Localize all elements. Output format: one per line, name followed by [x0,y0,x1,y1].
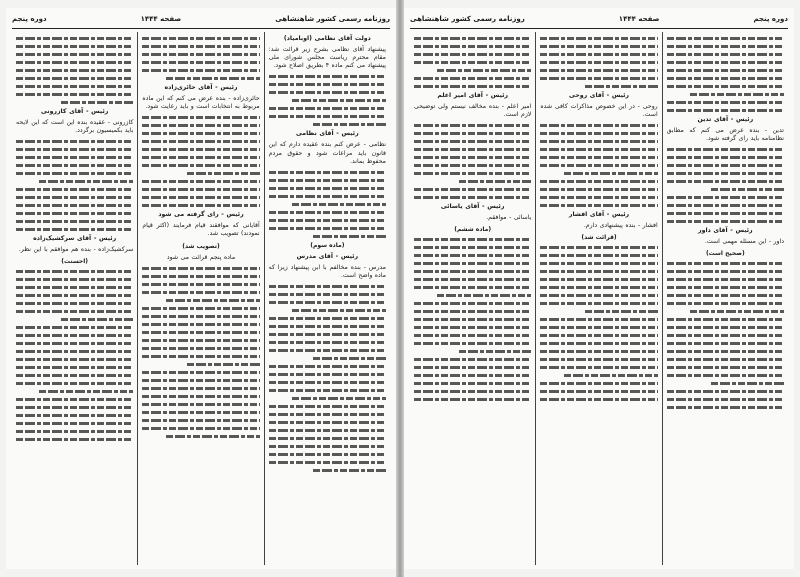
heading: رئیس - آقای مدرس [296,252,359,260]
heading: رئیس - رای گرفته می شود [158,211,244,219]
paragraph: افشار - بنده پیشنهادی دارم. [583,222,658,230]
left-page-header [12,12,390,29]
paragraph: پیشنهاد آقای نظامی بشرح زیر قرائت شد: مقام محترم ریاست مجلس شورای ملی پیشنهاد می کنم ماده ۴ بطریق اصلاح شود. [268,46,386,70]
text-lines [142,37,259,80]
heading: رئیس - آقای نظامی [296,130,359,138]
right-header-right: دوره پنجم [753,15,788,23]
paragraph: تدین - بنده عرض می کنم که مطابق نظامنامه باید رای گرفته شود. [666,127,784,143]
heading: دولت آقای نظامی (اوبامیاد) [283,35,371,42]
heading: رئیس - آقای افشار [568,211,630,219]
paragraph: حائری‌زاده - بنده عرض می کنم که این ماده مربوط به انتخابات است و باید رعایت شود. [142,95,260,111]
right-page-header [410,12,788,29]
left-column-1 [264,32,390,565]
left-header-right: روزنامه رسمی کشور شاهنشاهی [275,15,390,23]
left-header-left: دوره پنجم [12,15,47,23]
paragraph: کازرونی - عقیده بنده این است که این لایحه باید بکمیسیون برگردد. [16,119,134,135]
paragraph: روحی - در این خصوص مذاکرات کافی شده است. [540,103,658,119]
paragraph: ماده پنجم قرائت می شود [166,253,236,261]
paragraph: امیر اعلم - بنده مخالف نیستم ولی توضیحی لازم است. [414,103,532,119]
text-lines [16,270,133,441]
right-column-1 [662,32,788,565]
text-lines [269,285,386,472]
paragraph: آقایانی که موافقند قیام فرمایند (اکثر قیام نمودند) تصویب شد. [142,222,260,238]
text-lines [16,37,133,104]
text-lines [667,37,784,112]
heading: رئیس - آقای سرکشیک‌زاده [33,235,117,243]
text-lines [16,140,133,231]
note: (ماده ششم) [454,226,492,234]
text-lines [142,116,259,207]
paragraph: داور - این مسئله مهمی است. [704,238,784,246]
note: (تصویب شد) [182,242,220,250]
note: (ماده سوم) [310,241,345,249]
heading: رئیس - آقای داور [698,227,753,235]
text-lines [414,37,531,88]
text-lines [414,124,531,199]
text-lines [142,267,259,438]
heading: رئیس - آقای حائری‌زاده [164,84,238,91]
left-page-columns [12,32,390,565]
text-lines [667,262,784,409]
left-column-2 [137,32,263,565]
heading: رئیس - آقای روحی [569,92,629,99]
left-page [6,8,396,569]
text-lines [667,148,784,223]
heading: رئیس - آقای یاسائی [440,203,505,211]
book-gutter [396,0,404,577]
left-column-3 [12,32,137,565]
right-column-2 [535,32,661,565]
left-header-center: صفحه ۱۴۴۴ [140,15,182,23]
paragraph: مدرس - بنده مخالفم با این پیشنهاد زیرا که ماده واضح است. [268,263,386,279]
paragraph: سرکشیک‌زاده - بنده هم موافقم با این نظر. [18,246,134,254]
heading: رئیس - آقای تدین [697,116,754,123]
note: (صحیح است) [705,250,745,258]
right-page [404,8,794,569]
right-header-center: صفحه ۱۴۴۴ [618,15,660,23]
heading: رئیس - آقای کازرونی [41,108,109,115]
right-header-left: روزنامه رسمی کشور شاهنشاهی [410,15,525,23]
heading: رئیس - آقای امیر اعلم [437,92,508,99]
text-lines [540,37,657,88]
paragraph: یاسائی - موافقم. [486,214,532,222]
text-lines [269,75,386,126]
right-page-columns [410,32,788,565]
text-lines [540,246,657,401]
right-column-3 [410,32,535,565]
text-lines [540,124,657,207]
paragraph: نظامی - عرض کنم بنده عقیده دارم که این قانون باید مراعات شود و حقوق مردم محفوظ بماند. [268,141,386,165]
note: (احسنت) [61,258,89,266]
text-lines [414,238,531,401]
text-lines [269,171,386,238]
note: (قرائت شد) [581,234,617,242]
